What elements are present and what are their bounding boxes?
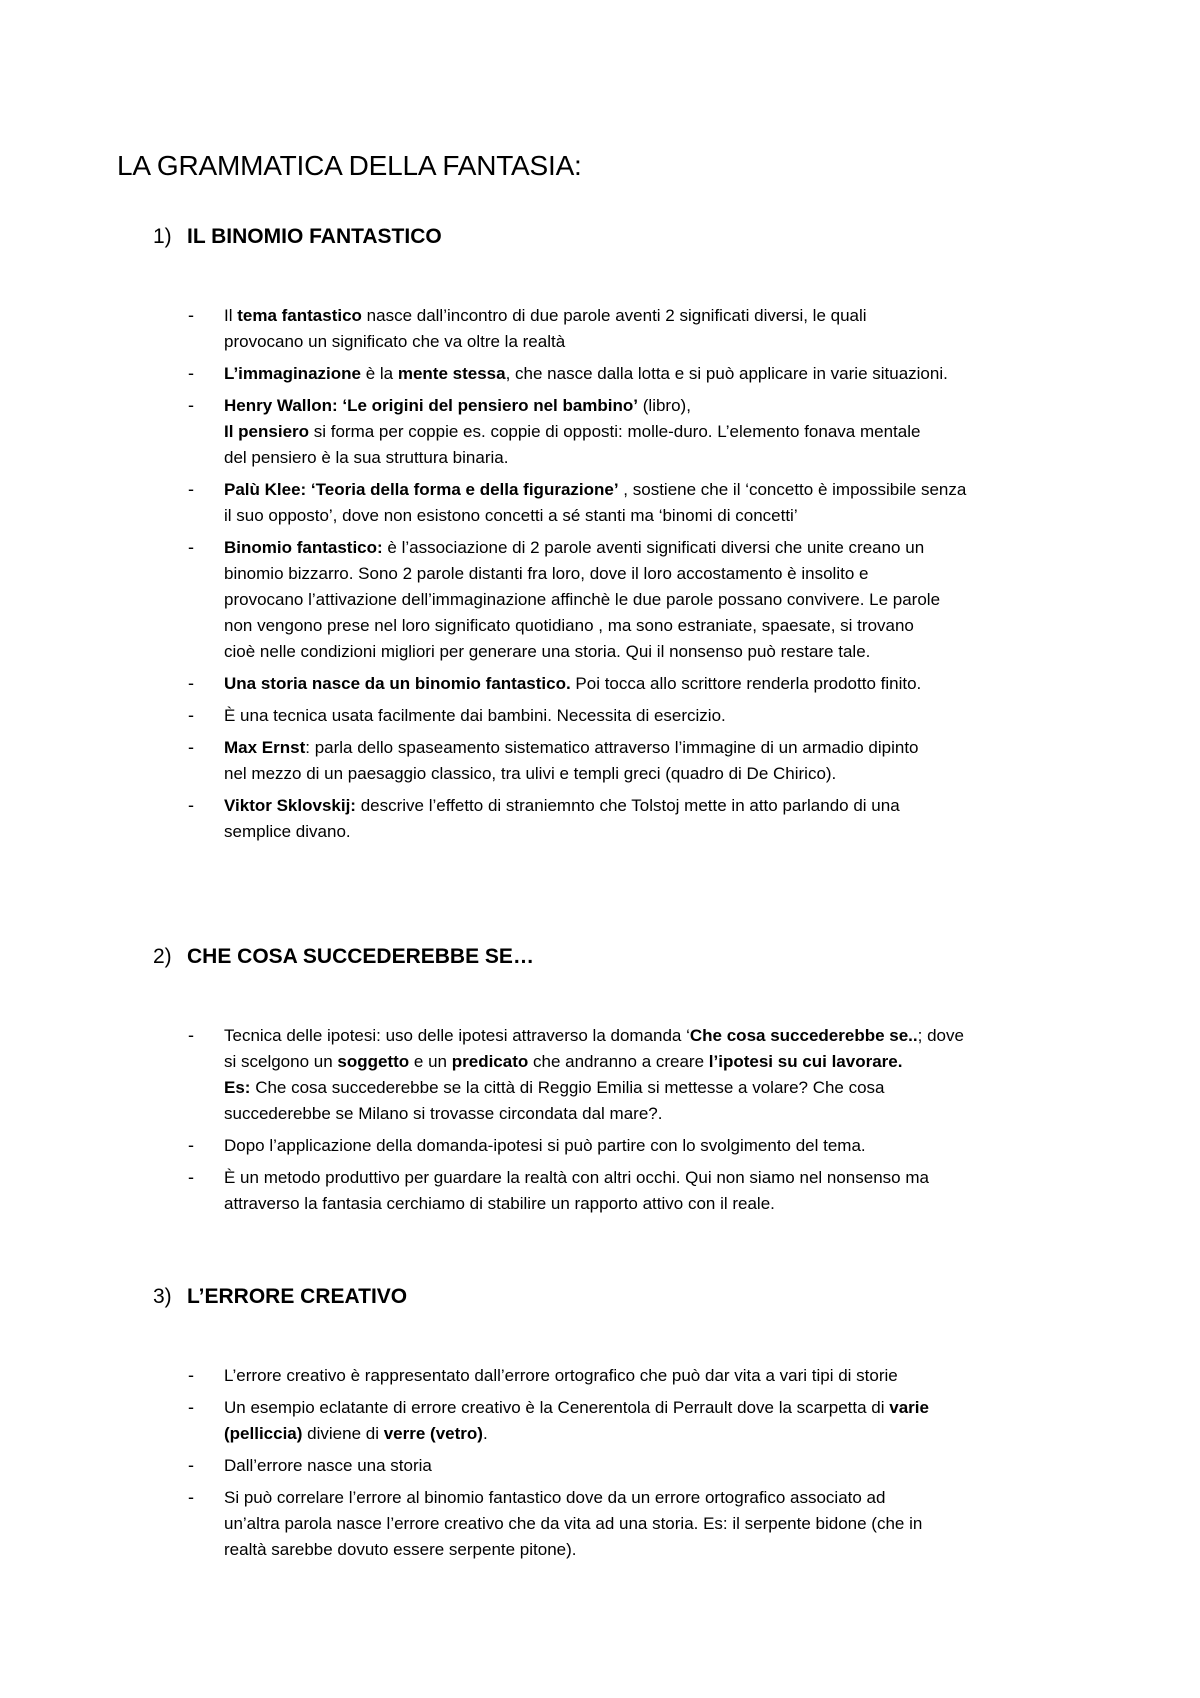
dash-bullet-icon: -: [188, 737, 194, 757]
text-run: è l’associazione di 2 parole aventi significati diversi che unite creano un: [382, 538, 925, 557]
text-run: diviene di: [302, 1424, 384, 1443]
bold-text: varie: [889, 1398, 929, 1417]
text-run: Il: [224, 306, 238, 325]
text-run: descrive l’effetto di straniemnto che Tolstoj mette in atto parlando di una: [355, 796, 900, 815]
list-item-line: [224, 444, 508, 471]
list-item-line: [224, 1394, 929, 1421]
text-run: .: [482, 1424, 488, 1443]
text-run: e un: [409, 1052, 452, 1071]
section-number: 3): [153, 1285, 172, 1308]
bold-text: tema fantastico: [237, 306, 362, 325]
section-heading: [153, 945, 534, 969]
text-run: Dopo l’applicazione della domanda-ipotesi si può partire con lo svolgimento del tema.: [224, 1136, 866, 1155]
section-heading-text: L’ERRORE CREATIVO: [187, 1285, 408, 1308]
bold-text: Il pensiero: [224, 422, 310, 441]
list-item-line: [224, 1048, 902, 1075]
text-run: si forma per coppie es. coppie di opposti: molle-duro. L’elemento fonava mentale: [309, 422, 921, 441]
list-item-line: [224, 502, 798, 529]
bold-text: Binomio fantastico:: [224, 538, 383, 557]
bold-text: L’immaginazione: [224, 364, 361, 383]
dash-bullet-icon: -: [188, 1365, 194, 1385]
page-title: LA GRAMMATICA DELLA FANTASIA:: [117, 150, 582, 181]
list-item-line: [224, 1536, 577, 1563]
dash-bullet-icon: -: [188, 479, 194, 499]
dash-bullet-icon: -: [188, 795, 194, 815]
list-item-line: [224, 534, 924, 561]
text-run: Tecnica delle ipotesi: uso delle ipotesi attraverso la domanda ‘: [224, 1026, 690, 1045]
list-item-line: [224, 302, 867, 329]
section-heading: [153, 1285, 407, 1309]
bold-text: (vetro): [430, 1424, 483, 1443]
bold-text: l’ipotesi su cui lavorare.: [708, 1052, 903, 1071]
text-run: : parla dello spaseamento sistematico attraverso l’immagine di un armadio dipinto: [305, 738, 919, 757]
list-item-line: [224, 1074, 885, 1101]
list-item-line: [224, 670, 921, 697]
text-run: realtà sarebbe dovuto essere serpente pitone).: [224, 1540, 577, 1559]
list-item-line: [224, 638, 870, 665]
text-run: succederebbe se Milano si trovasse circondata dal mare?.: [224, 1104, 663, 1123]
list-item-line: [224, 734, 919, 761]
list-item-line: [224, 560, 868, 587]
bold-text: Henry Wallon: ‘Le origini del pensiero nel bambino’: [224, 396, 639, 415]
bold-text: Palù Klee: ‘Teoria della forma e della figurazione’: [224, 480, 619, 499]
dash-bullet-icon: -: [188, 363, 194, 383]
text-run: binomio bizzarro. Sono 2 parole distanti fra loro, dove il loro accostamento è insolito e: [224, 564, 869, 583]
bold-text: Viktor Sklovskij:: [224, 796, 356, 815]
list-item-line: [224, 760, 836, 787]
text-run: Dall’errore nasce una storia: [224, 1456, 432, 1475]
dash-bullet-icon: -: [188, 537, 194, 557]
list-item-line: [224, 418, 920, 445]
text-run: del pensiero è la sua struttura binaria.: [224, 448, 509, 467]
list-item-line: [224, 360, 948, 387]
text-run: un’altra parola nasce l’errore creativo che da vita ad una storia. Es: il serpente bidone (che in: [224, 1514, 923, 1533]
text-run: Poi tocca allo scrittore renderla prodotto finito.: [570, 674, 922, 693]
dash-bullet-icon: -: [188, 1455, 194, 1475]
section-number: 1): [153, 225, 172, 248]
section-number: 2): [153, 945, 172, 968]
list-item-line: [224, 1132, 866, 1159]
dash-bullet-icon: -: [188, 305, 194, 325]
section-heading-text: CHE COSA SUCCEDEREBBE SE…: [187, 945, 534, 968]
section-heading-text: IL BINOMIO FANTASTICO: [187, 225, 442, 248]
bold-text: Che cosa succederebbe se..: [689, 1026, 918, 1045]
text-run: attraverso la fantasia cerchiamo di stabilire un rapporto attivo con il reale.: [224, 1194, 775, 1213]
dash-bullet-icon: -: [188, 1025, 194, 1045]
list-item-line: [224, 1100, 662, 1127]
bold-text: Max Ernst: [224, 738, 306, 757]
list-item-line: [224, 1484, 885, 1511]
list-item-line: [224, 818, 351, 845]
dash-bullet-icon: -: [188, 395, 194, 415]
text-run: si scelgono un: [224, 1052, 338, 1071]
text-run: provocano l’attivazione dell’immaginazione affinchè le due parole possano convivere. Le parole: [224, 590, 941, 609]
text-run: È una tecnica usata facilmente dai bambini. Necessita di esercizio.: [224, 706, 726, 725]
bold-text: soggetto: [337, 1052, 410, 1071]
list-item-line: [224, 702, 726, 729]
list-item-line: [224, 1452, 432, 1479]
text-run: (libro),: [638, 396, 691, 415]
text-run: , che nasce dalla lotta e si può applicare in varie situazioni.: [505, 364, 948, 383]
bold-text: predicato: [451, 1052, 529, 1071]
text-run: ; dove: [917, 1026, 964, 1045]
list-item-line: [224, 392, 691, 419]
text-run: cioè nelle condizioni migliori per generare una storia. Qui il nonsenso può restare tale.: [224, 642, 871, 661]
dash-bullet-icon: -: [188, 673, 194, 693]
list-item-line: [224, 612, 914, 639]
bold-text: Es:: [224, 1078, 251, 1097]
text-run: che andranno a creare: [528, 1052, 709, 1071]
dash-bullet-icon: -: [188, 705, 194, 725]
list-item-line: [224, 476, 966, 503]
text-run: , sostiene che il ‘concetto è impossibile senza: [618, 480, 967, 499]
list-item-line: [224, 792, 900, 819]
bold-text: Una storia nasce da un binomio fantastico.: [224, 674, 571, 693]
dash-bullet-icon: -: [188, 1487, 194, 1507]
bold-text: verre: [383, 1424, 426, 1443]
list-item-line: [224, 1420, 488, 1447]
list-item-line: [224, 328, 565, 355]
list-item-line: [224, 586, 940, 613]
text-run: Un esempio eclatante di errore creativo è la Cenerentola di Perrault dove la scarpetta di: [224, 1398, 890, 1417]
text-run: L’errore creativo è rappresentato dall’errore ortografico che può dar vita a vari tipi di storie: [224, 1366, 898, 1385]
text-run: nasce dall’incontro di due parole aventi 2 significati diversi, le quali: [361, 306, 867, 325]
list-item-line: [224, 1510, 922, 1537]
text-run: È un metodo produttivo per guardare la realtà con altri occhi. Qui non siamo nel nonsenso ma: [224, 1168, 929, 1187]
list-item-line: [224, 1190, 775, 1217]
text-run: provocano un significato che va oltre la realtà: [224, 332, 566, 351]
text-run: Che cosa succederebbe se la città di Reggio Emilia si mettesse a volare? Che cosa: [250, 1078, 885, 1097]
text-run: nel mezzo di un paesaggio classico, tra ulivi e templi greci (quadro di De Chirico).: [224, 764, 837, 783]
text-run: è la: [360, 364, 398, 383]
section-heading: [153, 225, 442, 249]
bold-text: (pelliccia): [224, 1424, 303, 1443]
dash-bullet-icon: -: [188, 1167, 194, 1187]
dash-bullet-icon: -: [188, 1397, 194, 1417]
text-run: il suo opposto’, dove non esistono concetti a sé stanti ma ‘binomi di concetti’: [224, 506, 798, 525]
text-run: semplice divano.: [224, 822, 351, 841]
list-item-line: [224, 1164, 929, 1191]
text-run: non vengono prese nel loro significato quotidiano , ma sono estraniate, spaesate, si trovano: [224, 616, 914, 635]
list-item-line: [224, 1362, 898, 1389]
dash-bullet-icon: -: [188, 1135, 194, 1155]
bold-text: mente stessa: [397, 364, 506, 383]
list-item-line: [224, 1022, 964, 1049]
text-run: Si può correlare l’errore al binomio fantastico dove da un errore ortografico associato ad: [224, 1488, 886, 1507]
